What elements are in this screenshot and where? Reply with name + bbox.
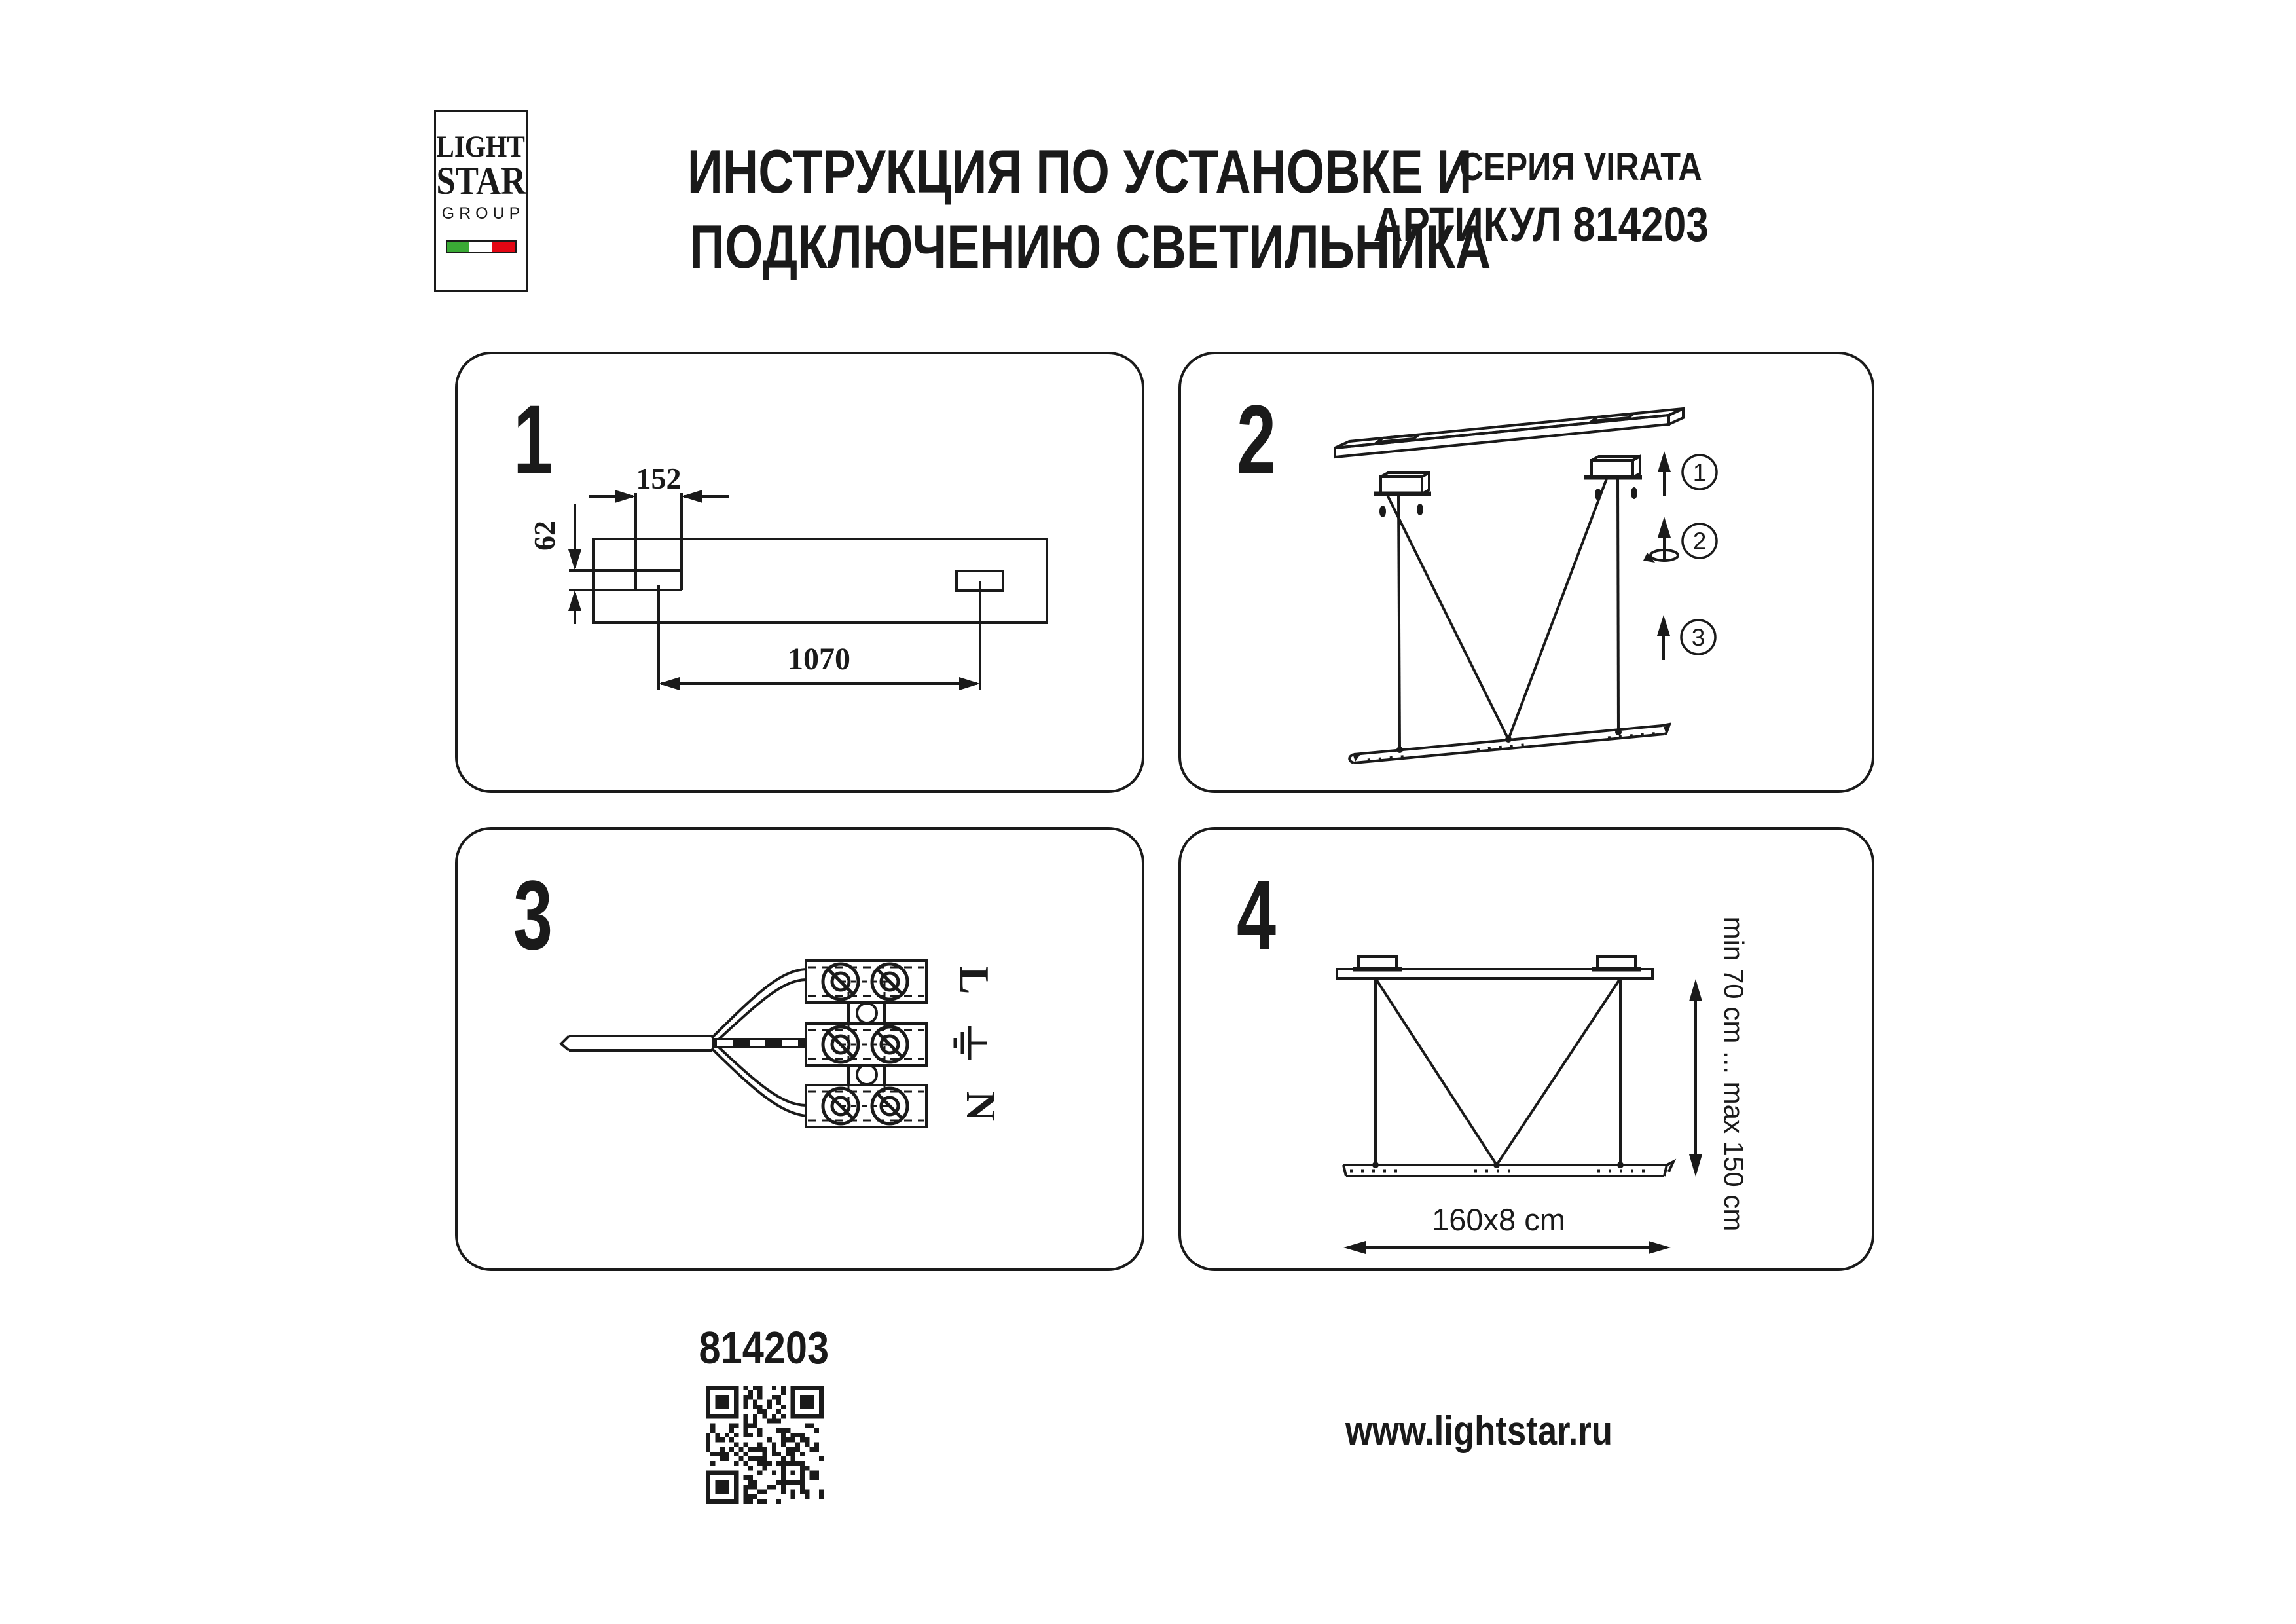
dim-hole-spacing: 152 bbox=[636, 462, 682, 495]
panel-3-number: 3 bbox=[513, 860, 553, 970]
title-line-1: ИНСТРУКЦИЯ ПО УСТАНОВКЕ И bbox=[687, 137, 1472, 206]
logo-word-star: STAR bbox=[436, 159, 526, 203]
panel-2-assembly-steps bbox=[1178, 352, 1874, 793]
mounting-plate-drawing bbox=[458, 354, 1142, 790]
flag-red-stripe bbox=[492, 242, 515, 252]
step-3-label: 3 bbox=[1691, 624, 1705, 651]
italian-flag-icon bbox=[446, 240, 517, 253]
flag-green-stripe bbox=[447, 242, 470, 252]
panel-2-number: 2 bbox=[1237, 384, 1277, 494]
qr-code bbox=[706, 1386, 824, 1504]
panel-4-number: 4 bbox=[1237, 860, 1277, 970]
title-line-2: ПОДКЛЮЧЕНИЮ СВЕТИЛЬНИКА bbox=[689, 212, 1491, 281]
hanging-dimensions-drawing bbox=[1181, 830, 1872, 1268]
step-2-label: 2 bbox=[1692, 528, 1707, 555]
website-url: www.lightstar.ru bbox=[1345, 1409, 1613, 1454]
screw-dot bbox=[1595, 489, 1601, 500]
standoff-right bbox=[1592, 460, 1633, 477]
screw-dot bbox=[1631, 487, 1637, 499]
terminal-bridge bbox=[848, 1001, 884, 1025]
panel-1-mounting-plate-dimensions bbox=[455, 352, 1144, 793]
terminal-label-line: L bbox=[951, 966, 998, 995]
standoff-left bbox=[1381, 477, 1422, 494]
dim-plate-offset: 62 bbox=[528, 521, 561, 551]
article-number-header: АРТИКУЛ 814203 bbox=[1373, 197, 1709, 251]
step-1-label: 1 bbox=[1692, 459, 1707, 486]
terminal-wiring-drawing bbox=[458, 830, 1142, 1268]
dim-size: 160x8 cm bbox=[1432, 1202, 1565, 1237]
cable-left bbox=[1398, 494, 1400, 750]
flag-white-stripe bbox=[469, 242, 492, 252]
screw-dot bbox=[1379, 506, 1386, 517]
screw-dot bbox=[1417, 504, 1423, 515]
logo-word-light: LIGHT bbox=[436, 130, 526, 164]
ground-symbol bbox=[955, 1026, 987, 1060]
dim-span: 1070 bbox=[788, 642, 850, 676]
series-article-block bbox=[1309, 145, 1709, 251]
lightstar-logo bbox=[434, 110, 528, 292]
series-name: СЕРИЯ VIRATA bbox=[1459, 145, 1702, 189]
panel-4-overall-dimensions bbox=[1178, 827, 1874, 1271]
panel-3-wiring-diagram bbox=[455, 827, 1144, 1271]
panel-1-number: 1 bbox=[513, 384, 553, 494]
footer-article-number: 814203 bbox=[699, 1322, 829, 1373]
suspension-assembly-drawing bbox=[1181, 354, 1872, 790]
terminal-label-neutral: N bbox=[958, 1090, 1004, 1122]
dim-height-range: min 70 cm ... max 150 cm bbox=[1719, 916, 1749, 1232]
logo-word-group: GROUP bbox=[441, 204, 525, 223]
